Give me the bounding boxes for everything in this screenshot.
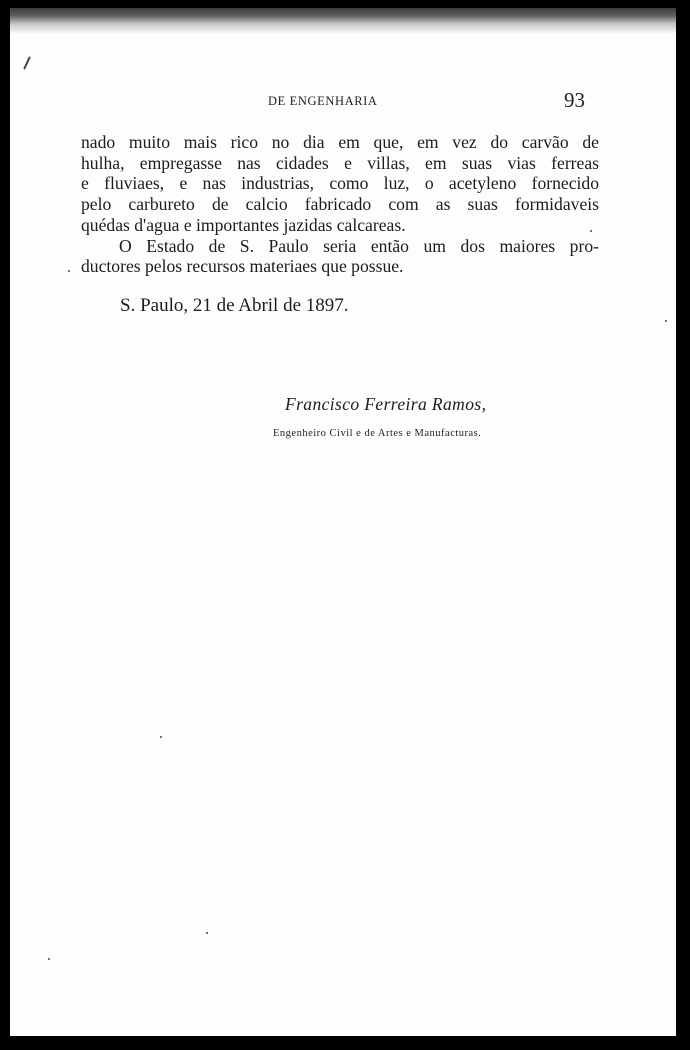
dateline: S. Paulo, 21 de Abril de 1897.: [120, 295, 349, 316]
text-line: pelo carbureto de calcio fabricado com as suas formidaveis: [81, 194, 599, 215]
page-number: 93: [564, 88, 585, 112]
scan-speck: [665, 320, 667, 322]
scan-speck: [206, 932, 208, 934]
text-line: e fluviaes, e nas industrias, como luz, o acetyleno fornecido: [81, 173, 599, 194]
text-line: quédas d'agua e importantes jazidas calcareas.: [81, 214, 406, 235]
body-paragraphs: [81, 132, 599, 277]
text-line: nado muito mais rico no dia em que, em vez do carvão de: [81, 132, 599, 152]
document-page: [10, 8, 676, 1036]
text-line: ductores pelos recursos materiaes que possue.: [81, 256, 404, 277]
running-title: DE ENGENHARIA: [268, 94, 378, 108]
scan-speck: [48, 958, 50, 960]
scan-speck: [68, 270, 70, 272]
scanned-page-edge: [10, 8, 676, 34]
signer-title: Engenheiro Civil e de Artes e Manufacturas.: [273, 428, 482, 439]
signature: Francisco Ferreira Ramos,: [285, 394, 487, 414]
text-line: O Estado de S. Paulo seria então um dos maiores pro-: [119, 235, 599, 256]
running-header: [10, 88, 676, 112]
scan-speck: [23, 56, 31, 70]
text-line: hulha, empregasse nas cidades e villas, em suas vias ferreas: [81, 152, 599, 173]
scan-speck: [160, 736, 162, 738]
scan-speck: [590, 230, 592, 232]
